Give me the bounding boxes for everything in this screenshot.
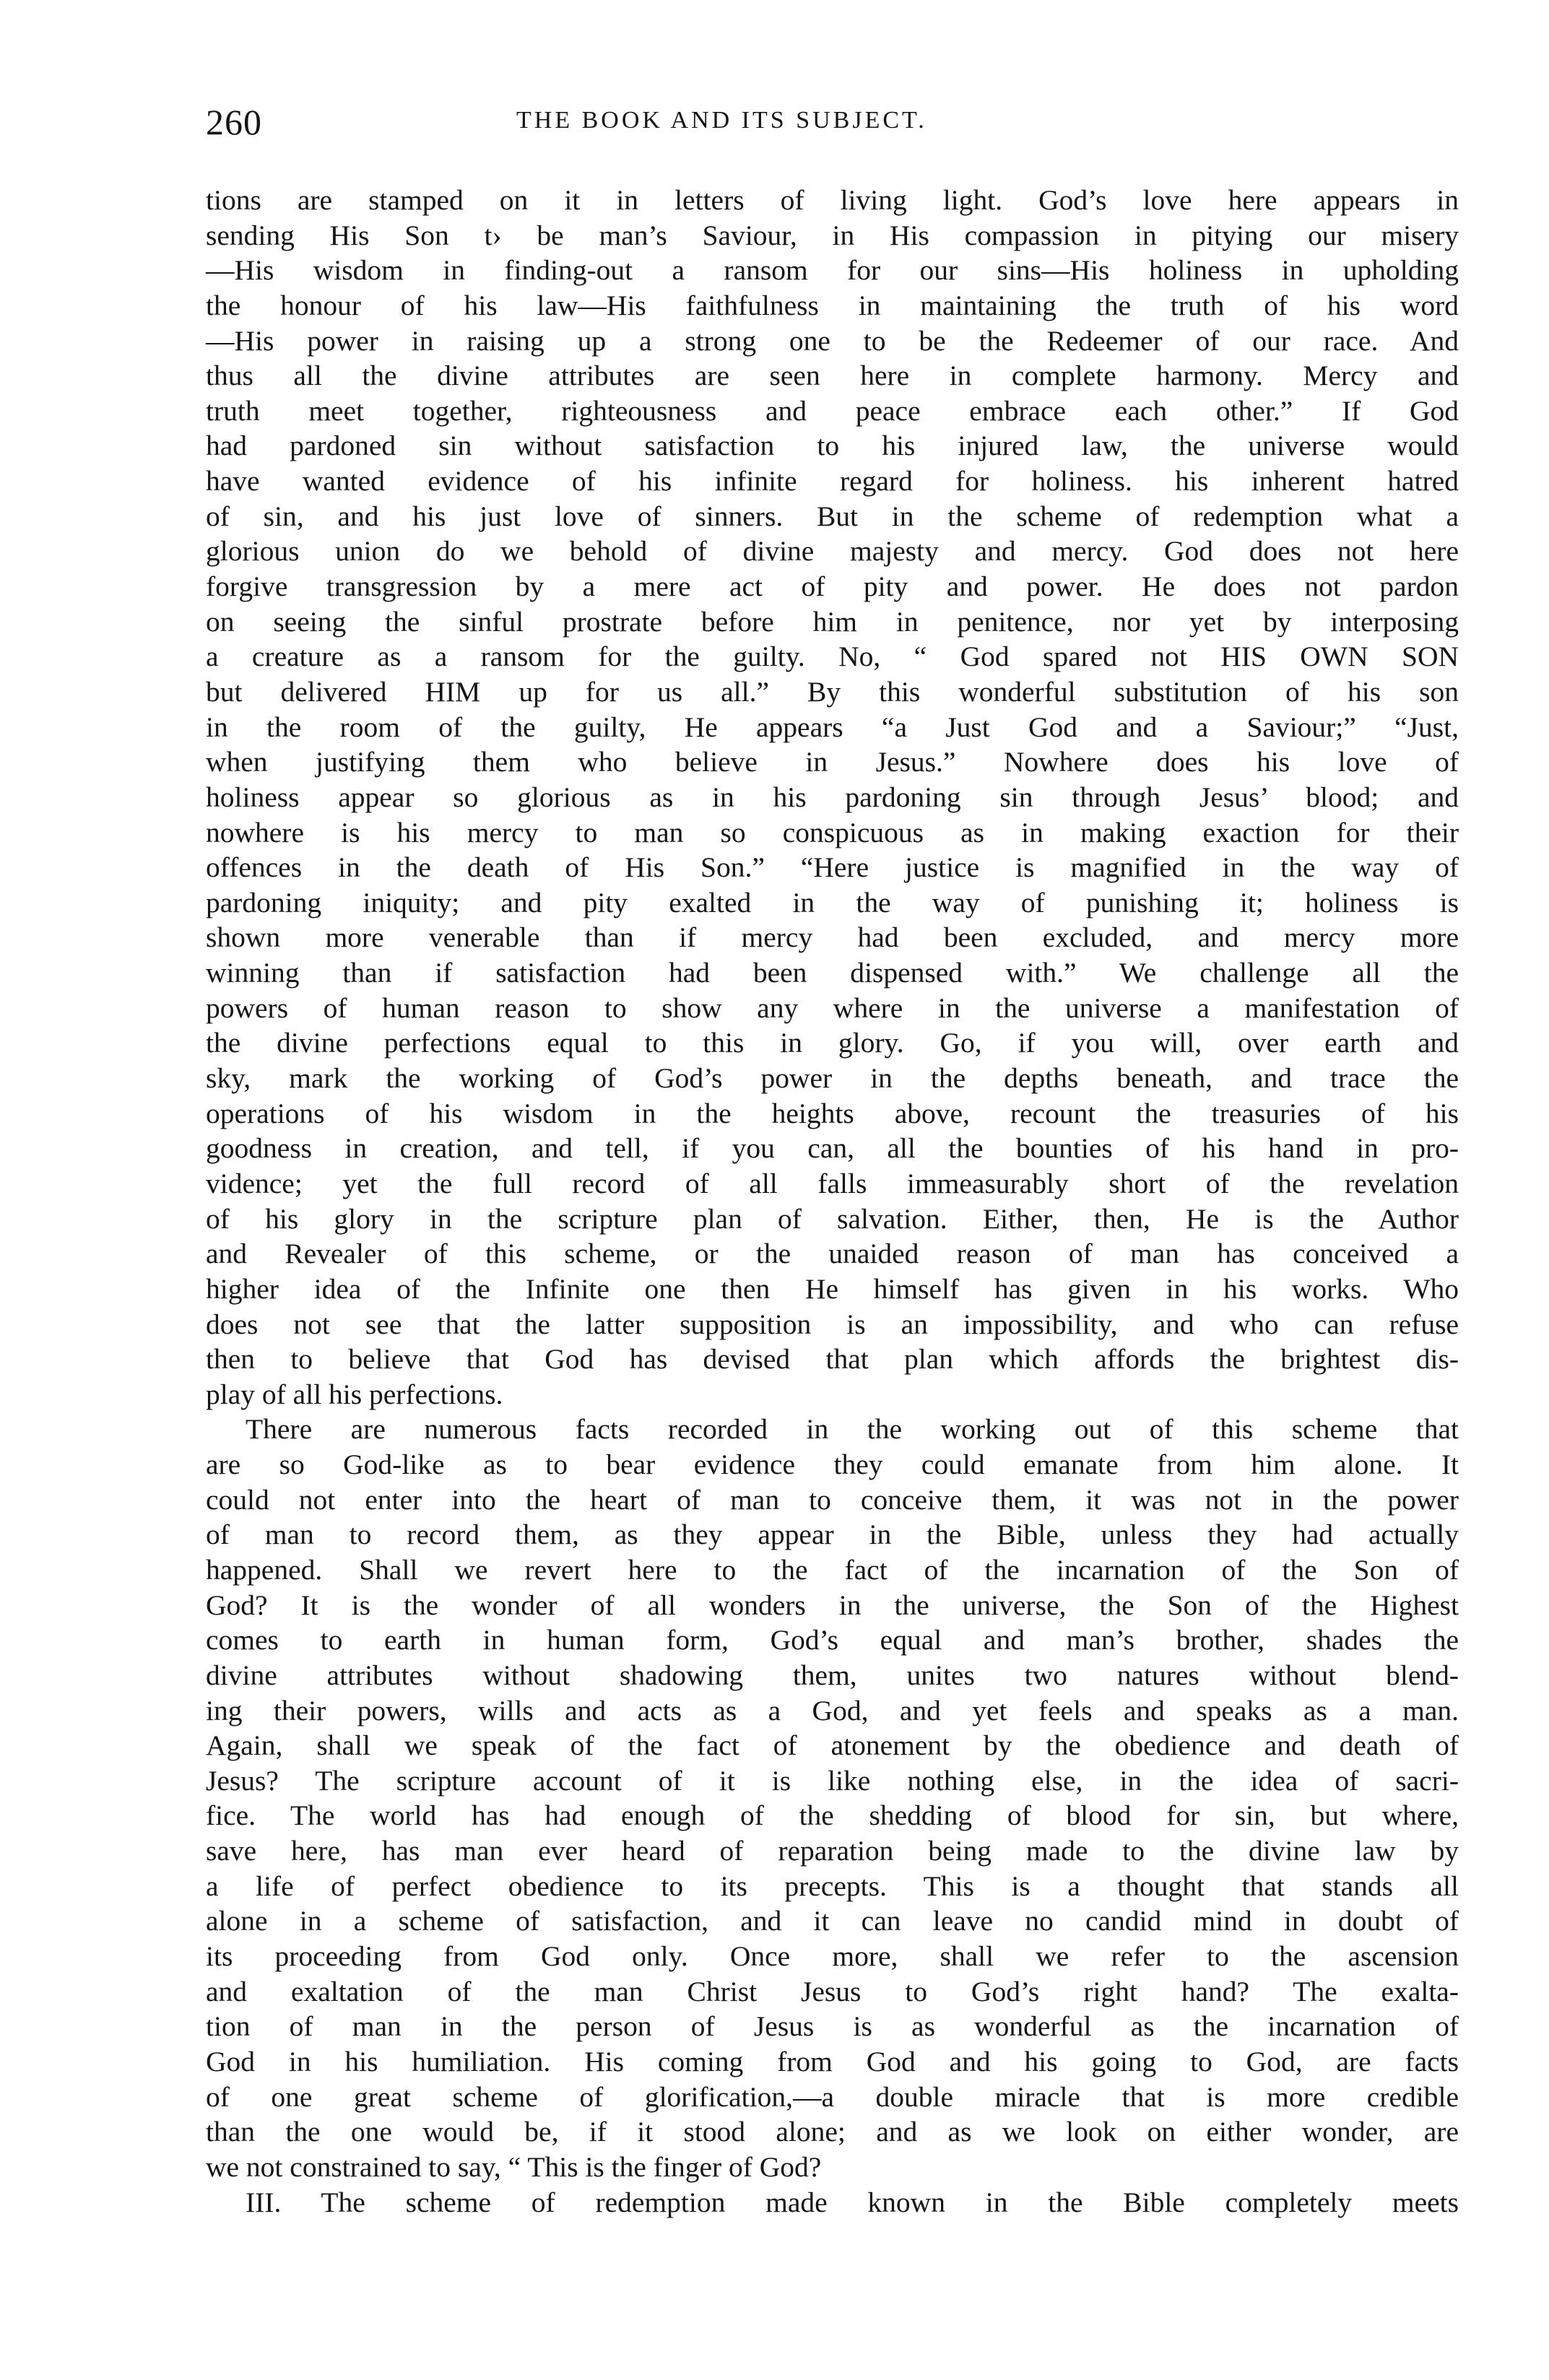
text-line: are so God-like as to bear evidence they could emanate from him alone. It xyxy=(206,1449,1459,1481)
text-line: and exaltation of the man Christ Jesus to God’s right hand? The exalta- xyxy=(206,1975,1459,2007)
text-line: tion of man in the person of Jesus is as wonderful as the incarnation of xyxy=(206,2010,1459,2043)
text-line: in the room of the guilty, He appears “a Just God and a Saviour;” “Just, xyxy=(206,711,1459,743)
text-line: shown more venerable than if mercy had been excluded, and mercy more xyxy=(206,921,1459,954)
text-line: God? It is the wonder of all wonders in the universe, the Son of the Highest xyxy=(206,1589,1459,1621)
text-line: when justifying them who believe in Jesus.” Nowhere does his love of xyxy=(206,746,1459,778)
text-line: truth meet together, righteousness and peace embrace each other.” If God xyxy=(206,394,1459,427)
text-line: alone in a scheme of satisfaction, and it can leave no candid mind in doubt of xyxy=(206,1905,1459,1937)
text-line: glorious union do we behold of divine majesty and mercy. God does not here xyxy=(206,535,1459,568)
text-line: fice. The world has had enough of the shedding of blood for sin, but where, xyxy=(206,1799,1459,1832)
text-line: a life of perfect obedience to its precepts. This is a thought that stands all xyxy=(206,1869,1459,1902)
text-line: its proceeding from God only. Once more, shall we refer to the ascension xyxy=(206,1940,1459,1973)
text-line: comes to earth in human form, God’s equal and man’s brother, shades the xyxy=(206,1624,1459,1656)
text-line: There are numerous facts recorded in the working out of this scheme that xyxy=(246,1413,1459,1446)
text-line: on seeing the sinful prostrate before him in penitence, nor yet by interposing xyxy=(206,605,1459,638)
text-line: tions are stamped on it in letters of living light. God’s love here appears in xyxy=(206,184,1459,216)
text-line: thus all the divine attributes are seen here in complete harmony. Mercy and xyxy=(206,360,1459,392)
text-line: the divine perfections equal to this in glory. Go, if you will, over earth and xyxy=(206,1027,1459,1059)
text-line: God in his humiliation. His coming from God and his going to God, are facts xyxy=(206,2045,1459,2077)
text-line: the honour of his law—His faithfulness in maintaining the truth of his word xyxy=(206,289,1459,321)
text-line: Again, shall we speak of the fact of atonement by the obedience and death of xyxy=(206,1729,1459,1762)
text-line: and Revealer of this scheme, or the unaided reason of man has conceived a xyxy=(206,1238,1459,1270)
text-line: have wanted evidence of his infinite regard for holiness. his inherent hatred xyxy=(206,465,1459,498)
text-line: sky, mark the working of God’s power in the depths beneath, and trace the xyxy=(206,1062,1459,1095)
text-line: we not constrained to say, “ This is the finger of God? xyxy=(206,2150,822,2183)
text-line: happened. Shall we revert here to the fact of the incarnation of the Son of xyxy=(206,1553,1459,1586)
text-line: but delivered HIM up for us all.” By this wonderful substitution of his son xyxy=(206,675,1459,708)
text-line: powers of human reason to show any where in the universe a manifestation of xyxy=(206,991,1459,1024)
text-line: play of all his perfections. xyxy=(206,1378,503,1410)
text-line: ing their powers, wills and acts as a God, and yet feels and speaks as a man. xyxy=(206,1694,1459,1727)
text-line: pardoning iniquity; and pity exalted in the way of punishing it; holiness is xyxy=(206,886,1459,918)
text-line: save here, has man ever heard of reparation being made to the divine law by xyxy=(206,1835,1459,1867)
text-line: divine attributes without shadowing them, unites two natures without blend- xyxy=(206,1659,1459,1691)
text-line: then to believe that God has devised that plan which affords the brightest dis- xyxy=(206,1343,1459,1376)
text-line: —His power in raising up a strong one to be the Redeemer of our race. And xyxy=(206,324,1459,357)
text-line: had pardoned sin without satisfaction to his injured law, the universe would xyxy=(206,430,1459,462)
text-line: nowhere is his mercy to man so conspicuous as in making exaction for their xyxy=(206,816,1459,848)
text-line: III. The scheme of redemption made known in the Bible completely meets xyxy=(246,2186,1459,2218)
text-line: could not enter into the heart of man to conceive them, it was not in the power xyxy=(206,1483,1459,1516)
text-line: of one great scheme of glorification,—a double miracle that is more credible xyxy=(206,2080,1459,2113)
text-line: than the one would be, if it stood alone; and as we look on either wonder, are xyxy=(206,2116,1459,2148)
text-line: winning than if satisfaction had been dispensed with.” We challenge all the xyxy=(206,957,1459,989)
text-line: a creature as a ransom for the guilty. No, “ God spared not HIS OWN SON xyxy=(206,640,1459,673)
text-line: forgive transgression by a mere act of pity and power. He does not pardon xyxy=(206,570,1459,603)
page-number: 260 xyxy=(206,102,262,142)
text-line: holiness appear so glorious as in his pardoning sin through Jesus’ blood; and xyxy=(206,781,1459,813)
text-line: sending His Son t› be man’s Saviour, in His compassion in pitying our misery xyxy=(206,219,1459,251)
text-line: of man to record them, as they appear in the Bible, unless they had actually xyxy=(206,1519,1459,1551)
text-line: Jesus? The scripture account of it is like nothing else, in the idea of sacri- xyxy=(206,1764,1459,1797)
text-line: does not see that the latter supposition is an impossibility, and who can refuse xyxy=(206,1308,1459,1340)
text-line: offences in the death of His Son.” “Here justice is magnified in the way of xyxy=(206,851,1459,884)
body-text xyxy=(206,183,1459,2220)
text-line: of his glory in the scripture plan of salvation. Either, then, He is the Author xyxy=(206,1202,1459,1235)
text-line: operations of his wisdom in the heights above, recount the treasuries of his xyxy=(206,1097,1459,1129)
text-line: vidence; yet the full record of all falls immeasurably short of the revelation xyxy=(206,1167,1459,1199)
running-head xyxy=(206,101,1459,152)
text-line: —His wisdom in finding-out a ransom for our sins—His holiness in upholding xyxy=(206,254,1459,287)
text-line: higher idea of the Infinite one then He himself has given in his works. Who xyxy=(206,1272,1459,1305)
running-title: THE BOOK AND ITS SUBJECT. xyxy=(516,107,927,134)
text-line: goodness in creation, and tell, if you can, all the bounties of his hand in pro- xyxy=(206,1132,1459,1165)
text-line: of sin, and his just love of sinners. But in the scheme of redemption what a xyxy=(206,500,1459,532)
